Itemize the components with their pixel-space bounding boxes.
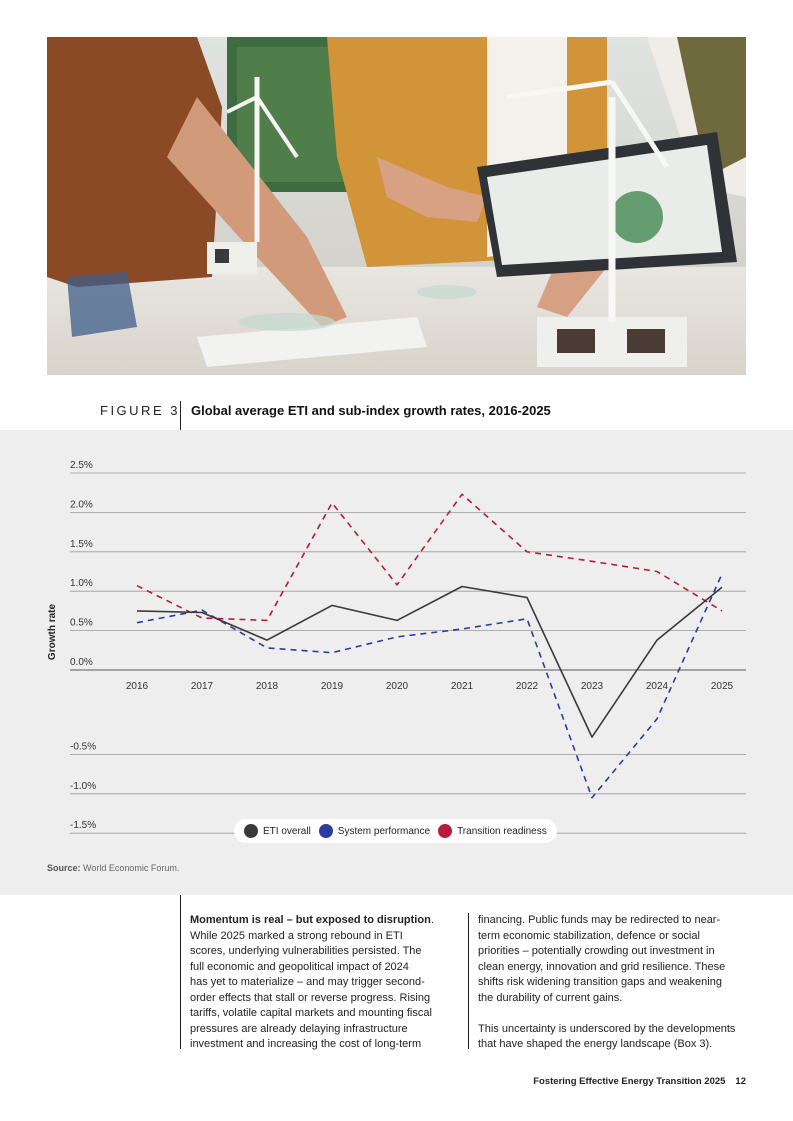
figure-label: FIGURE 3 (100, 403, 180, 418)
footer-title: Fostering Effective Energy Transition 2025 (533, 1076, 726, 1087)
x-tick-label: 2025 (710, 681, 734, 692)
body-col1-line-6: tariffs, volatile capital markets and mounting fiscal (190, 1007, 432, 1019)
page-footer (533, 1076, 746, 1087)
body-column-2 (478, 913, 753, 1053)
column-rule-right (468, 913, 469, 1049)
body-col1-line-0 (190, 913, 460, 929)
x-tick-label: 2017 (190, 681, 214, 692)
body-column-1 (190, 913, 460, 1053)
y-tick-label: 2.0% (70, 499, 93, 511)
source-note (47, 863, 179, 873)
page-number: 12 (735, 1076, 746, 1087)
body-col2-line-5: shifts risk widening transition gaps and weakening (478, 976, 722, 988)
x-tick-label: 2022 (515, 681, 539, 692)
body-col2-line-7: This uncertainty is underscored by the developments (478, 1022, 736, 1035)
x-tick-label: 2024 (645, 681, 669, 692)
source-label: Source: (47, 863, 81, 873)
body-col2-line-3: priorities – potentially crowding out investment in (478, 945, 715, 957)
y-tick-label: -0.5% (70, 741, 97, 753)
body-col2-line-8: that have shaped the energy landscape (Box 3). (478, 1038, 713, 1050)
body-col2-line-4: clean energy, innovation and grid resilience. These (478, 960, 726, 973)
y-tick-label: -1.5% (70, 820, 97, 832)
body-col1-line-7: pressures are already delaying infrastructure (190, 1022, 408, 1035)
legend-label-eti-overall: ETI overall (263, 825, 311, 837)
body-lead-end: . (430, 914, 434, 926)
x-tick-label: 2016 (125, 681, 149, 692)
y-tick-label: 1.0% (70, 578, 93, 590)
body-col2-line-2: term economic stabilization, defence or social (478, 929, 700, 942)
x-tick-label: 2021 (450, 681, 474, 692)
legend-label-transition-readiness: Transition readiness (457, 825, 547, 837)
y-tick-label: 2.5% (70, 460, 93, 471)
paragraph-gap (478, 1006, 753, 1022)
legend-label-system-performance: System performance (337, 825, 431, 837)
body-col1-line-2: scores, underlying vulnerabilities persisted. The (190, 945, 422, 957)
legend-item-transition-readiness (438, 824, 547, 838)
x-tick-label: 2020 (385, 681, 409, 692)
body-lead: Momentum is real – but exposed to disruption (190, 914, 431, 926)
legend-swatch-system-performance (319, 824, 333, 838)
legend-swatch-transition-readiness (438, 824, 452, 838)
legend-item-eti-overall (244, 824, 311, 838)
x-tick-label: 2018 (255, 681, 279, 692)
series-line-transition-readiness (137, 494, 722, 620)
x-tick-label: 2019 (320, 681, 344, 692)
series-line-eti-overall (137, 587, 722, 738)
y-tick-label: 1.5% (70, 538, 93, 550)
series-line-system-performance (137, 574, 722, 798)
body-col1-line-8: investment and increasing the cost of long-term (190, 1038, 422, 1050)
figure-divider (180, 401, 181, 430)
y-tick-label: 0.5% (70, 617, 93, 629)
y-axis-label: Growth rate (47, 603, 58, 661)
body-col1-line-4: has yet to materialize – and may trigger second- (190, 976, 425, 988)
hero-photo (47, 37, 746, 375)
y-tick-label: -1.0% (70, 780, 97, 792)
body-col2-line-1: financing. Public funds may be redirected to near- (478, 914, 721, 926)
x-tick-label: 2023 (580, 681, 604, 692)
legend-item-system-performance (319, 824, 430, 838)
chart-legend (234, 819, 557, 843)
body-col1-line-5: order effects that stall or reverse progress. Rising (190, 991, 431, 1004)
body-col1-line-1: While 2025 marked a strong rebound in ETI (190, 929, 403, 942)
legend-swatch-eti-overall (244, 824, 258, 838)
body-col2-line-6: the durability of current gains. (478, 991, 623, 1004)
y-tick-label: 0.0% (70, 657, 93, 668)
figure-title: Global average ETI and sub-index growth rates, 2016-2025 (191, 403, 551, 418)
source-text: World Economic Forum. (80, 863, 180, 873)
body-col1-line-3: full economic and geopolitical impact of 2024 (190, 960, 409, 973)
column-rule-left (180, 895, 181, 1049)
hero-photo-illustration (47, 37, 746, 375)
